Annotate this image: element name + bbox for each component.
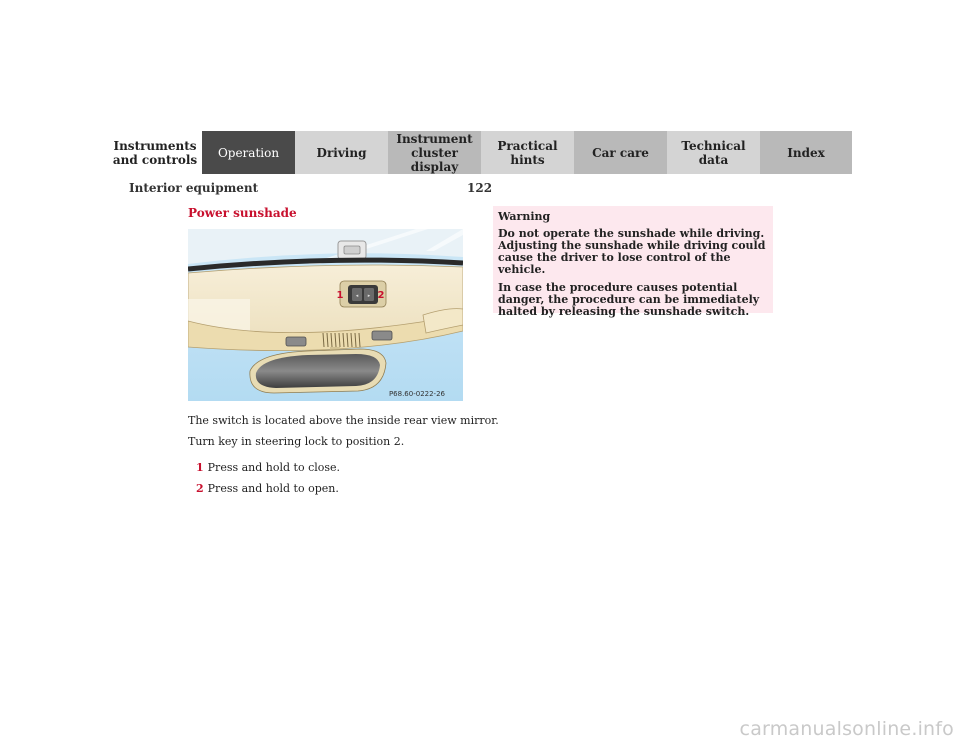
paragraph-switch-location: The switch is located above the inside rear view mirror.: [188, 414, 499, 427]
tab-practical-hints[interactable]: Practical hints: [481, 131, 574, 174]
tab-technical-data[interactable]: Technical data: [667, 131, 760, 174]
callout-2: 2: [377, 290, 385, 301]
step-item: [196, 461, 340, 474]
warning-title: Warning: [498, 210, 551, 223]
watermark: carmanualsonline.info: [739, 718, 954, 740]
step-item: [196, 482, 339, 495]
tab-index[interactable]: Index: [760, 131, 852, 174]
section-title: Interior equipment: [129, 181, 259, 195]
paragraph-key-position: Turn key in steering lock to position 2.: [188, 435, 405, 448]
warning-box: [493, 206, 773, 318]
page-heading: Power sunshade: [188, 206, 297, 220]
svg-text:▸: ▸: [367, 293, 371, 299]
figure-code: P68.60-0222-26: [388, 390, 445, 398]
tab-operation[interactable]: Operation: [202, 131, 295, 174]
step-text: Press and hold to close.: [207, 461, 341, 474]
interior-roof-illustration: [188, 229, 463, 401]
tab-instrument-cluster-display[interactable]: Instrument cluster display: [388, 131, 481, 174]
warning-paragraph: In case the procedure causes potential danger, the procedure can be immediately halted by releasing the sunshade switch.: [498, 281, 760, 318]
tab-instruments-and-controls[interactable]: Instruments and controls: [108, 131, 202, 174]
page-number: 122: [467, 181, 493, 195]
callout-1: 1: [336, 290, 344, 301]
warning-paragraph: Do not operate the sunshade while driving. Adjusting the sunshade while driving could cause the driver to lose control of the vehicle.: [498, 227, 766, 276]
sunshade-switch-illustration: [188, 229, 463, 401]
step-number: 1: [196, 461, 204, 474]
chapter-tabs: [108, 131, 852, 174]
step-text: Press and hold to open.: [207, 482, 339, 495]
tab-driving[interactable]: Driving: [295, 131, 388, 174]
step-number: 2: [196, 482, 204, 495]
tab-car-care[interactable]: Car care: [574, 131, 667, 174]
svg-text:◂: ◂: [355, 293, 359, 299]
